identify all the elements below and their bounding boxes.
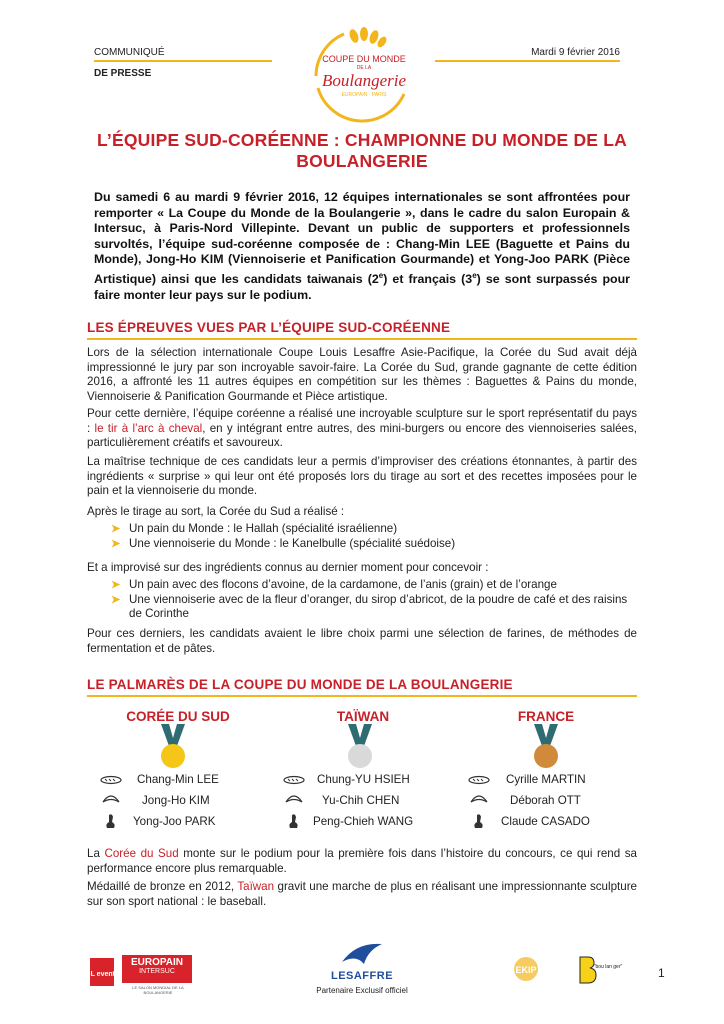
- sculpture-icon: [468, 813, 490, 829]
- section-divider: [87, 338, 637, 340]
- header-divider-right: [435, 60, 620, 62]
- coupe-du-monde-logo: [304, 28, 420, 114]
- arrow-bullet-icon: ➤: [111, 593, 121, 606]
- member-name: Yu-Chih CHEN: [322, 794, 400, 807]
- paragraph-selection: Lors de la sélection internationale Coupe Louis Lesaffre Asie-Pacifique, la Corée du Sud avait déjà impressionné le jury par son incroyable savoir-faire. La Corée du Sud, grande gagnante de cette édition 2016, a affronté les 11 autres équipes en compétition sur les thèmes : Baguettes & Pains du monde, Viennoiserie & Panification Gourmande et Pièce artistique.: [87, 346, 637, 403]
- boulanger-logo: [578, 955, 622, 985]
- svg-text:"bou lan ger": "bou lan ger": [593, 964, 623, 970]
- list-improvise: [111, 578, 637, 622]
- partner-caption: Partenaire Exclusif officiel: [316, 986, 408, 995]
- paragraph-sculpture: [87, 407, 637, 451]
- communique-label: COMMUNIQUÉ: [94, 47, 165, 58]
- paragraph-farines: Pour ces derniers, les candidats avaient le libre choix parmi une sélection de farines, de méthodes de fermentation et de pâtes.: [87, 627, 637, 655]
- member-name: Jong-Ho KIM: [142, 794, 210, 807]
- baguette-icon: [283, 772, 305, 788]
- list-tirage: [111, 522, 637, 551]
- europain-subtitle: LE SALON MONDIAL DE LA BOULANGERIE: [132, 985, 184, 995]
- gold-medal-icon: [158, 724, 188, 772]
- p8-highlight: Taïwan: [237, 880, 275, 893]
- paragraph-tirage: Après le tirage au sort, la Corée du Sud a réalisé :: [87, 505, 345, 518]
- section-divider: [87, 695, 637, 697]
- member-name: Claude CASADO: [501, 815, 590, 828]
- baguette-icon: [100, 772, 122, 788]
- paragraph-taiwan: [87, 880, 637, 909]
- list-item-text: Une viennoiserie avec de la fleur d’oranger, du sirop d’abricot, de la poudre de café et des raisins de Corinthe: [129, 592, 628, 621]
- p2-text-after: , en y intégrant entre autres, des mini-burgers ou encore des viennoiseries salées, particulièrement créatifs et savoureux.: [87, 421, 637, 450]
- list-item: [111, 537, 637, 552]
- header-left: [94, 47, 272, 79]
- arrow-bullet-icon: ➤: [111, 523, 121, 535]
- paragraph-improvise: Et a improvisé sur des ingrédients connus au dernier moment pour concevoir :: [87, 561, 489, 574]
- list-item: [111, 578, 637, 593]
- ekip-logo: [506, 955, 546, 985]
- p8-text-after: gravit une marche de plus en réalisant une impressionnante sculpture sur son sport national : le baseball.: [87, 880, 637, 908]
- member-name: Déborah OTT: [510, 794, 581, 807]
- logo-main-text: Boulangerie: [321, 71, 407, 90]
- member-name: Chung-YU HSIEH: [317, 773, 410, 786]
- list-item-text: Un pain du Monde : le Hallah (spécialité israélienne): [129, 522, 398, 535]
- croissant-icon: [283, 792, 305, 808]
- p2-highlight: le tir à l’arc à cheval: [94, 421, 203, 435]
- header-divider-left: [94, 60, 272, 62]
- list-item-text: Un pain avec des flocons d’avoine, de la cardamone, de l’anis (grain) et de l’orange: [129, 578, 557, 591]
- section-heading-palmares: [87, 677, 637, 697]
- p8-text-before: Médaillé de bronze en 2012,: [87, 880, 238, 893]
- country-taiwan: TAÏWAN: [336, 709, 390, 724]
- croissant-icon: [100, 792, 122, 808]
- list-item: [111, 522, 637, 537]
- country-france: FRANCE: [517, 709, 575, 724]
- presse-label: DE PRESSE: [94, 68, 152, 79]
- croissant-icon: [468, 792, 490, 808]
- lesaffre-logo: LESAFFRE: [330, 970, 394, 982]
- arrow-bullet-icon: ➤: [111, 537, 121, 550]
- member-name: Chang-Min LEE: [137, 773, 219, 786]
- section-heading-epreuves: [87, 320, 637, 340]
- intro-paragraph: Du samedi 6 au mardi 9 février 2016, 12 équipes internationales se sont affrontées pour remporter « La Coupe du Monde de la Boulangerie », dans le cadre du salon Europain & Intersuc, à Paris-Nord Villepinte. Devant un public de supporters et professionnels survoltés, l’équipe sud-coréenne composée de : Chang-Min LEE (Baguette et Pains du Monde), Jong-Ho KIM (Viennoiserie et Panification Gourmande) et Yong-Joo PARK (Pièce Artistique) ainsi que les candidats taiwanais (2e) et français (3e) se sont surpassés pour faire monter leur pays sur le podium.: [94, 190, 630, 302]
- sculpture-icon: [283, 813, 305, 829]
- member-name: Cyrille MARTIN: [506, 773, 586, 786]
- p7-highlight: Corée du Sud: [104, 847, 179, 860]
- member-name: Peng-Chieh WANG: [313, 815, 414, 828]
- logo-mid-text: DE LA: [356, 65, 372, 71]
- page-title: L’ÉQUIPE SUD-CORÉENNE : CHAMPIONNE DU MONDE DE LA BOULANGERIE: [97, 130, 627, 171]
- bronze-medal-icon: [531, 724, 561, 772]
- arrow-bullet-icon: ➤: [111, 579, 121, 591]
- intersuc-text: INTERSUC: [139, 968, 175, 975]
- lesaffre-bird-icon: [338, 940, 386, 970]
- section-heading-text: LES ÉPREUVES VUES PAR L’ÉQUIPE SUD-CORÉENNE: [87, 320, 451, 335]
- logo-top-text: COUPE DU MONDE: [322, 54, 406, 64]
- baguette-icon: [468, 772, 490, 788]
- p7-text-after: monte sur le podium pour la première fois dans l’histoire du concours, ce qui rend sa performance encore plus remarquable.: [87, 847, 637, 875]
- p2-text-before: Pour cette dernière, l’équipe coréenne a réalisé une incroyable sculpture sur le sport représentatif du pays :: [87, 407, 637, 435]
- list-item-text: Une viennoiserie du Monde : le Kanelbulle (spécialité suédoise): [129, 536, 456, 550]
- header-right: [435, 47, 620, 62]
- svg-text:GL events: GL events: [85, 971, 119, 978]
- member-name: Yong-Joo PARK: [133, 815, 216, 828]
- p7-text-before: La: [87, 847, 105, 860]
- page-number: 1: [658, 966, 665, 980]
- section-heading-text: LE PALMARÈS DE LA COUPE DU MONDE DE LA BOULANGERIE: [87, 677, 513, 692]
- header-date: Mardi 9 février 2016: [531, 47, 620, 58]
- europain-text: EUROPAIN: [130, 957, 184, 968]
- country-coree: CORÉE DU SUD: [126, 709, 230, 724]
- svg-text:EKIP: EKIP: [515, 965, 537, 975]
- gl-events-logo: [85, 950, 119, 988]
- paragraph-podium: [87, 847, 637, 876]
- europain-logo: [122, 955, 192, 983]
- logo-sub-text: EUROPAIN · PARIS: [341, 92, 387, 98]
- list-item: [111, 593, 637, 622]
- silver-medal-icon: [345, 724, 375, 772]
- paragraph-maitrise: La maîtrise technique de ces candidats leur a permis d’improviser des créations étonnantes, à partir des ingrédients « surprise » qui leur ont été proposés lors du tirage au sort et des recettes imposées pour le pain et la viennoiserie du monde.: [87, 455, 637, 498]
- sculpture-icon: [100, 813, 122, 829]
